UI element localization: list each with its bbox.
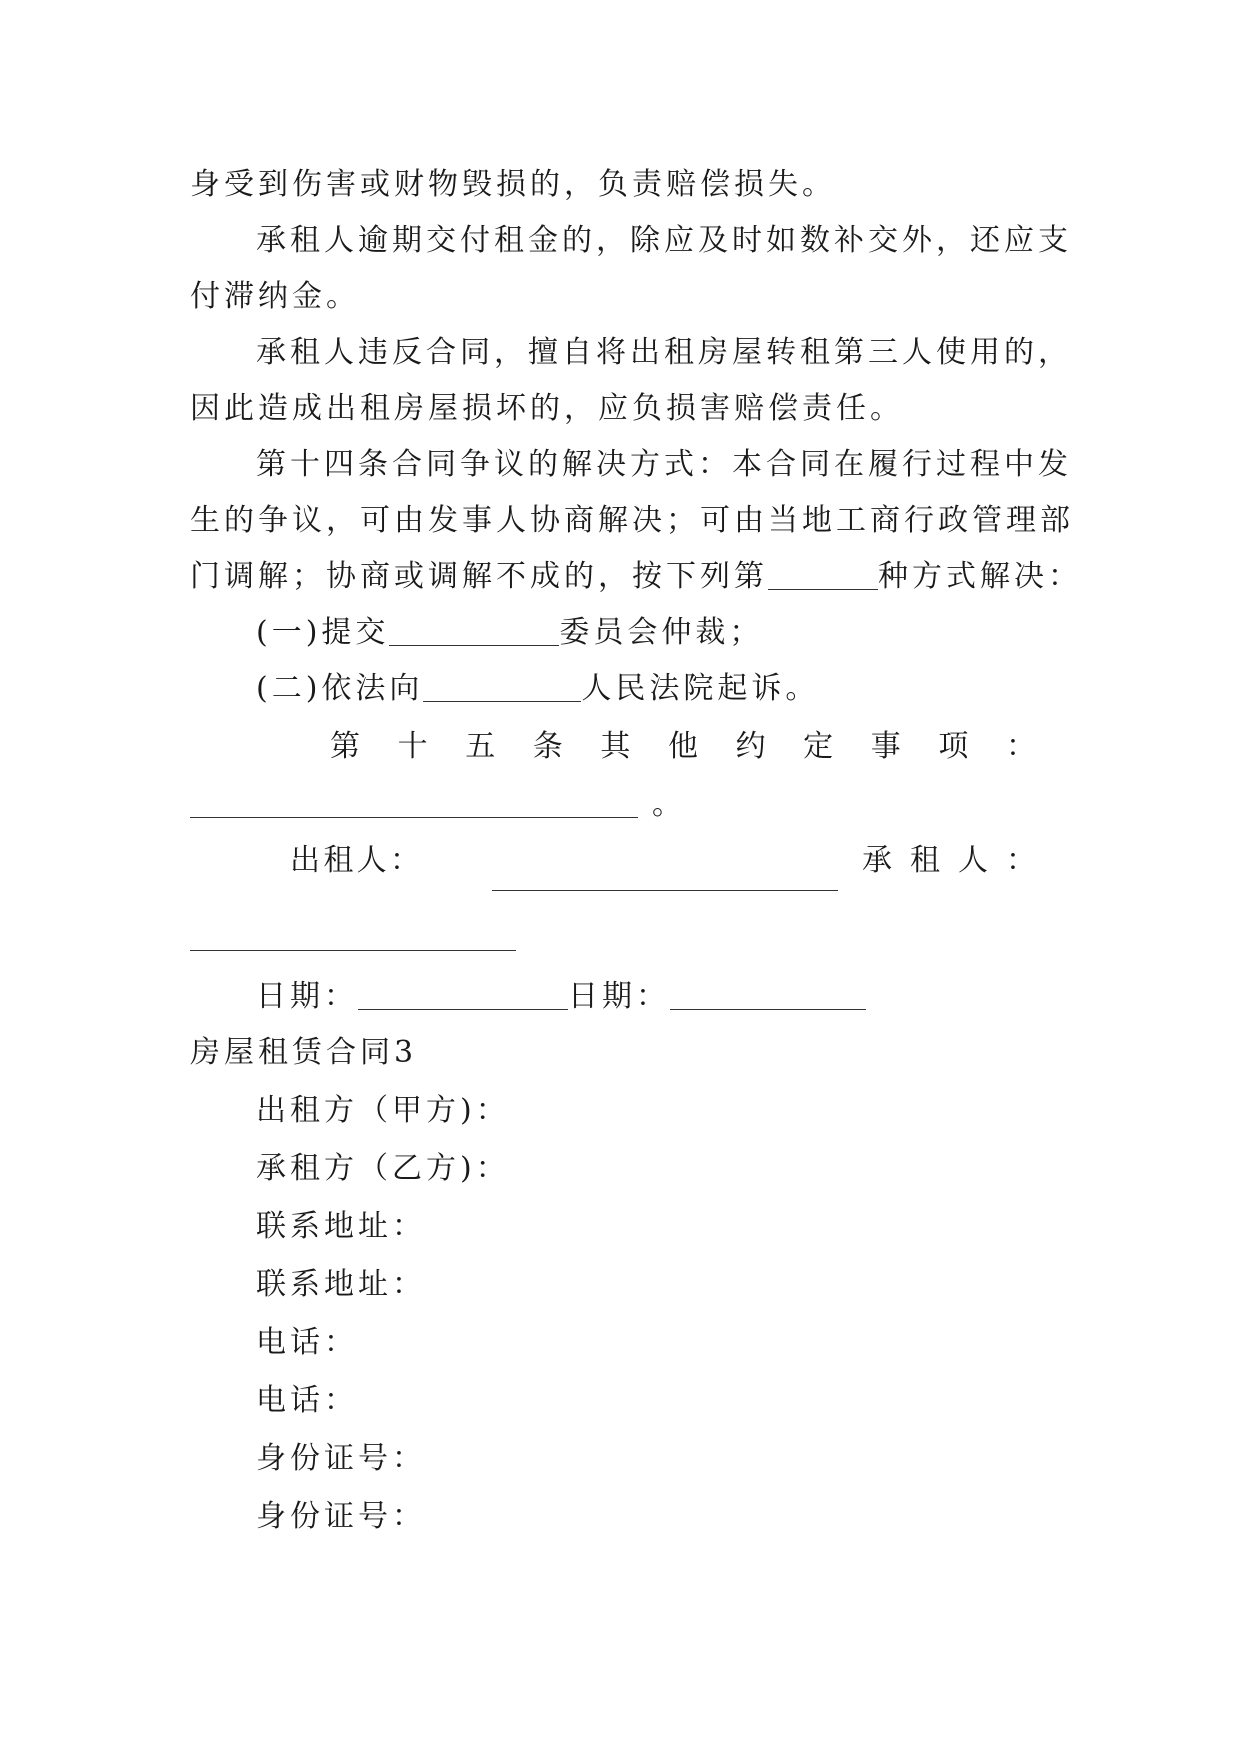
paragraph-line: 因此造成出租房屋损坏的，应负损害赔偿责任。 [190, 391, 904, 426]
spaced-char: 租 [323, 843, 354, 878]
paragraph-line: 承租人逾期交付租金的，除应及时如数补交外，还应支 [256, 223, 1072, 258]
spaced-char: 五 [465, 729, 496, 764]
field-label: 联系地址： [256, 1209, 426, 1244]
document-title: 房屋租赁合同3 [190, 1035, 418, 1070]
fill-blank [358, 975, 568, 1010]
text-segment: (二)依法向 [256, 671, 424, 706]
text-segment: 门调解；协商或调解不成的，按下列第 [190, 559, 768, 594]
paragraph-line: 付滞纳金。 [190, 279, 360, 314]
date-line [256, 968, 1060, 1026]
paragraph-line [256, 604, 1060, 662]
field-label: 电话： [256, 1325, 358, 1360]
spaced-char: 第 [330, 729, 360, 764]
spaced-char: 租 [910, 843, 940, 878]
spaced-char: ： [389, 843, 420, 878]
field-label: 承租方（乙方)： [256, 1151, 510, 1186]
text-segment: 日期： [256, 979, 358, 1014]
fill-blank [190, 783, 638, 818]
text-segment: 种方式解决： [878, 559, 1082, 594]
spaced-char: 出 [290, 843, 320, 878]
lessor-label [290, 832, 420, 890]
text-segment: 。 [652, 787, 686, 822]
paragraph-line: 生的争议，可由发事人协商解决；可由当地工商行政管理部 [190, 503, 1074, 538]
spaced-char: 定 [803, 729, 834, 764]
field-label: 电话： [256, 1383, 358, 1418]
spaced-char: 事 [870, 729, 901, 764]
field-label: 联系地址： [256, 1267, 426, 1302]
spaced-char: 十 [397, 729, 428, 764]
fill-blank [492, 856, 838, 891]
spaced-char: 条 [532, 729, 563, 764]
spaced-char: 人 [958, 843, 988, 878]
text-segment: 日期： [568, 979, 670, 1014]
article-15-heading [330, 718, 1036, 776]
field-label: 身份证号： [256, 1499, 426, 1534]
paragraph-line [190, 548, 1082, 606]
spaced-char: 他 [667, 729, 698, 764]
spaced-char: 项 [938, 729, 969, 764]
fill-blank [670, 975, 866, 1010]
paragraph-line: 身受到伤害或财物毁损的，负责赔偿损失。 [190, 167, 836, 202]
paragraph-line [190, 776, 1060, 834]
field-label: 出租方（甲方)： [256, 1093, 510, 1128]
paragraph-line: 第十四条合同争议的解决方式：本合同在履行过程中发 [256, 447, 1072, 482]
text-segment: 人民法院起诉。 [581, 671, 820, 706]
fill-blank [423, 667, 581, 702]
spaced-char: 约 [735, 729, 766, 764]
fill-blank [768, 555, 878, 590]
spaced-char: 人 [356, 843, 387, 878]
spaced-char: ： [1006, 843, 1036, 878]
text-segment: (一)提交 [256, 615, 390, 650]
spaced-char: 其 [600, 729, 631, 764]
paragraph-line [256, 660, 1060, 718]
lessee-label [862, 832, 1036, 890]
text-segment: 委员会仲裁； [559, 615, 764, 650]
field-label: 身份证号： [256, 1441, 426, 1476]
spaced-char: 承 [862, 843, 892, 878]
paragraph-line: 承租人违反合同，擅自将出租房屋转租第三人使用的， [256, 335, 1072, 370]
spaced-char: ： [1005, 729, 1036, 764]
fill-blank [389, 611, 559, 646]
fill-blank [190, 916, 516, 951]
